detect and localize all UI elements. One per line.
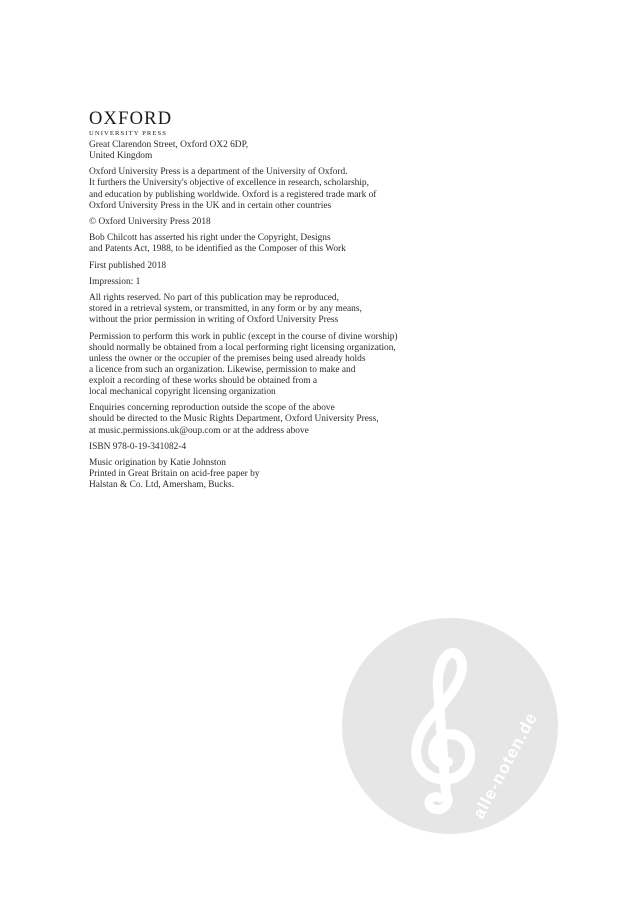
imprint-paragraph <box>89 332 419 399</box>
imprint-line: Great Clarendon Street, Oxford OX2 6DP, <box>89 140 249 150</box>
imprint-line: Oxford University Press is a department of the University of Oxford. <box>89 167 348 178</box>
imprint-paragraph <box>89 293 419 326</box>
imprint-line: Impression: 1 <box>89 276 141 287</box>
imprint-line: without the prior permission in writing of Oxford University Press <box>89 315 339 326</box>
logo-title: OXFORD <box>89 109 173 129</box>
imprint-line: stored in a retrieval system, or transmitted, in any form or by any means, <box>89 304 362 315</box>
imprint-paragraph <box>89 403 419 436</box>
imprint-line: and Patents Act, 1988, to be identified as the Composer of this Work <box>89 244 346 255</box>
imprint-line: Oxford University Press in the UK and in certain other countries <box>89 200 332 211</box>
imprint-line: Bob Chilcott has asserted his right under the Copyright, Designs <box>89 233 331 244</box>
logo-subtitle: UNIVERSITY PRESS <box>89 130 167 137</box>
imprint-paragraph <box>89 167 419 211</box>
imprint-paragraph <box>89 217 419 228</box>
imprint-paragraph <box>89 140 419 162</box>
imprint-line: Halstan & Co. Ltd, Amersham, Bucks. <box>89 480 235 491</box>
imprint-line: exploit a recording of these works should be obtained from a <box>89 376 318 386</box>
imprint-paragraph <box>89 233 419 255</box>
imprint-line: It furthers the University's objective of excellence in research, scholarship, <box>89 178 369 189</box>
imprint-line: at music.permissions.uk@oup.com or at the address above <box>89 425 309 436</box>
imprint-paragraph <box>89 458 419 491</box>
imprint-line: First published 2018 <box>89 260 167 271</box>
imprint-line: Permission to perform this work in public (except in the course of divine worship) <box>89 331 398 342</box>
imprint-line: a licence from such an organization. Likewise, permission to make and <box>89 364 356 375</box>
watermark-text: alle-noten.de <box>469 708 542 822</box>
imprint-paragraph <box>89 442 419 453</box>
imprint-line: United Kingdom <box>89 151 153 162</box>
oup-logo <box>89 110 172 138</box>
imprint-line: unless the owner or the occupier of the premises being used already holds <box>89 353 366 364</box>
imprint-line: and education by publishing worldwide. Oxford is a registered trade mark of <box>89 189 377 200</box>
watermark <box>342 618 558 834</box>
imprint-line: Enquiries concerning reproduction outside the scope of the above <box>89 403 335 414</box>
imprint-line: © Oxford University Press 2018 <box>89 216 211 227</box>
imprint-paragraph <box>89 277 419 288</box>
imprint-paragraph <box>89 261 419 272</box>
imprint-text <box>89 140 419 497</box>
imprint-line: ISBN 978-0-19-341082-4 <box>89 441 187 452</box>
imprint-line: All rights reserved. No part of this publication may be reproduced, <box>89 293 339 304</box>
imprint-line: should be directed to the Music Rights Department, Oxford University Press, <box>89 414 379 425</box>
imprint-line: Printed in Great Britain on acid-free paper by <box>89 469 260 480</box>
imprint-line: Music origination by Katie Johnston <box>89 458 226 469</box>
imprint-line: should normally be obtained from a local performing right licensing organization, <box>89 342 396 353</box>
imprint-line: local mechanical copyright licensing organization <box>89 387 276 398</box>
